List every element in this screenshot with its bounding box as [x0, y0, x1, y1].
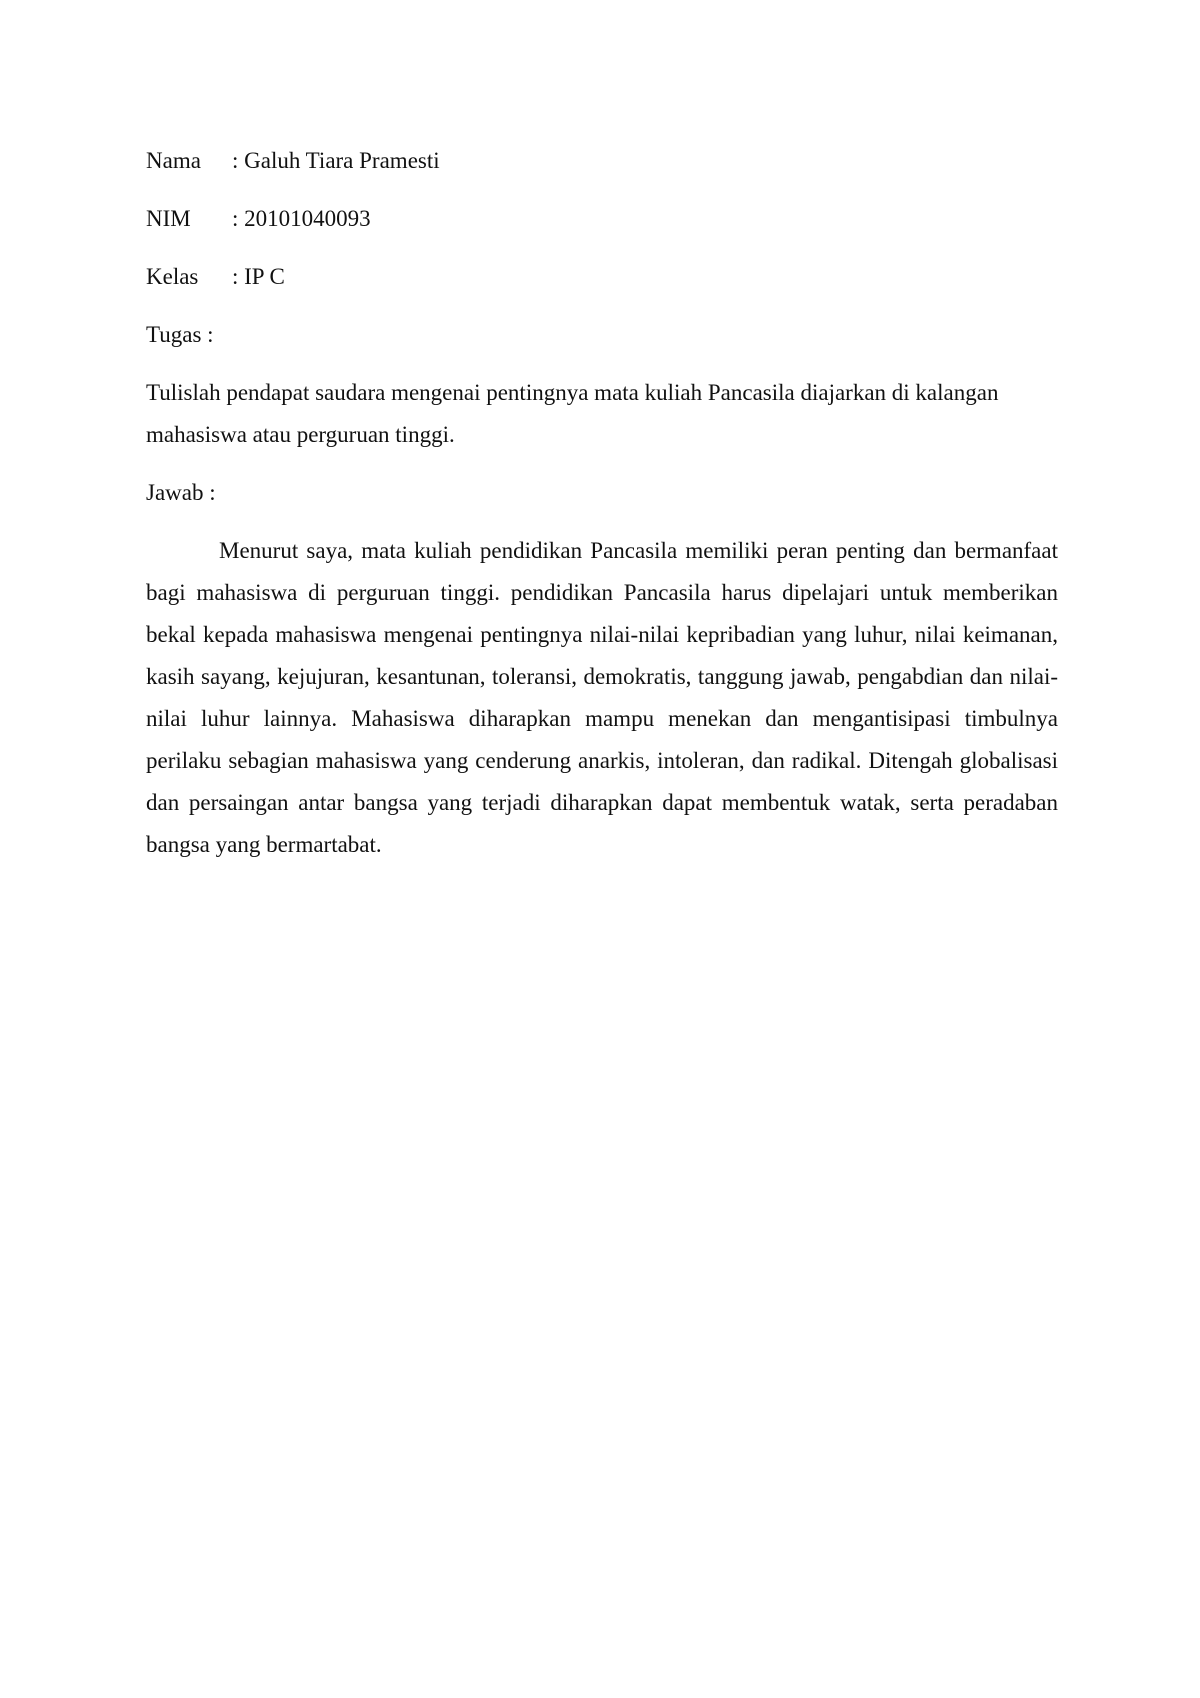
- task-label: Tugas :: [146, 322, 214, 347]
- name-label: Nama: [146, 148, 201, 173]
- nim-value: : 20101040093: [232, 206, 371, 231]
- name-value: : Galuh Tiara Pramesti: [232, 148, 440, 173]
- nim-label: NIM: [146, 206, 191, 231]
- task-question: Tulislah pendapat saudara mengenai pentingnya mata kuliah Pancasila diajarkan di kalangan mahasiswa atau perguruan tinggi.: [146, 380, 999, 447]
- class-label: Kelas: [146, 264, 199, 289]
- document-body: [146, 140, 1058, 866]
- nim-row: [146, 198, 1058, 240]
- name-row: [146, 140, 1058, 182]
- answer-label: Jawab :: [146, 480, 216, 505]
- class-value: : IP C: [232, 264, 285, 289]
- answer-paragraph: Menurut saya, mata kuliah pendidikan Pancasila memiliki peran penting dan bermanfaat bagi mahasiswa di perguruan tinggi. pendidikan Pancasila harus dipelajari untuk memberikan bekal kepada mahasiswa mengenai pentingnya nilai-nilai kepribadian yang luhur, nilai keimanan, kasih sayang, kejujuran, kesantunan, toleransi, demokratis, tanggung jawab, pengabdian dan nilai-nilai luhur lainnya. Mahasiswa diharapkan mampu menekan dan mengantisipasi timbulnya perilaku sebagian mahasiswa yang cenderung anarkis, intoleran, dan radikal. Ditengah globalisasi dan persaingan antar bangsa yang terjadi diharapkan dapat membentuk watak, serta peradaban bangsa yang bermartabat.: [146, 538, 1058, 857]
- class-row: [146, 256, 1058, 298]
